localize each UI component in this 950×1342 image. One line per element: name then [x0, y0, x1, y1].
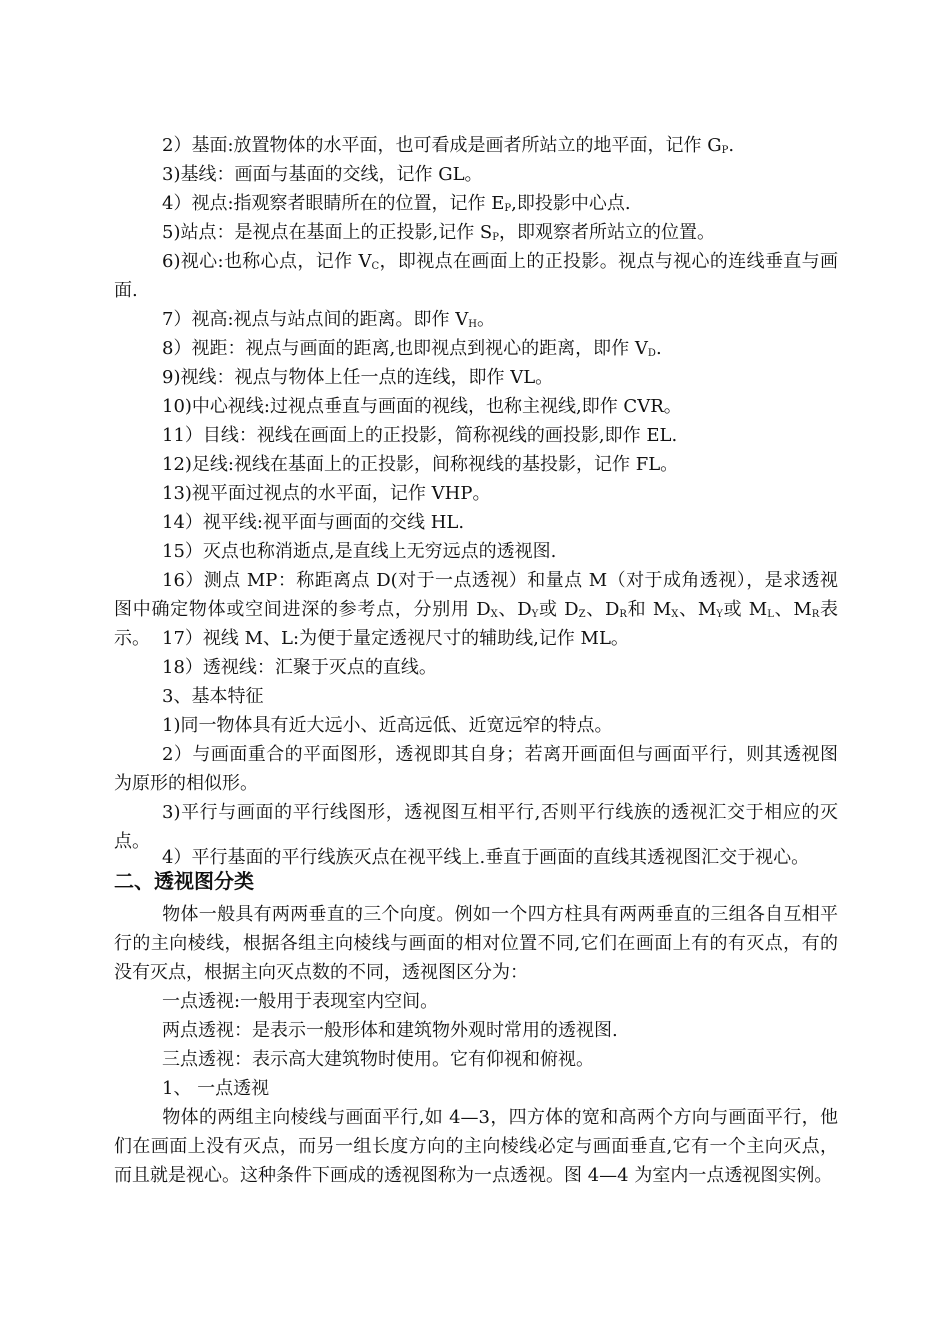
- subsection-title-one-point: 1、 一点透视: [162, 1078, 270, 1099]
- section-title-basic-features: 3、基本特征: [162, 686, 264, 707]
- definition-paragraph: 2）基面:放置物体的水平面，也可看成是画者所站立的地平面，记作 $G_P$.: [162, 135, 735, 156]
- feature-paragraph: 2）与画面重合的平面图形，透视即其自身；若离开画面但与画面平行，则其透视图为原形的相似形。: [114, 744, 838, 794]
- definition-paragraph: 12)足线:视线在基面上的正投影，间称视线的基投影，记作 FL。: [162, 454, 679, 475]
- definition-paragraph-16: 16）测点 MP：称距离点 D(对于一点透视）和量点 M（对于成角透视），是求透视图中确定物体或空间进深的参考点，分别用 $D_X$、$D_Y$或 $D_Z$、$D_R$和 $M_X$、$M_Y$或 $M_L$、$M_R$表示。: [114, 570, 839, 649]
- definition-paragraph: 8）视距：视点与画面的距离,也即视点到视心的距离，即作 $V_D$.: [162, 338, 662, 359]
- feature-paragraph: 4）平行基面的平行线族灭点在视平线上.垂直于画面的直线其透视图汇交于视心。: [162, 847, 810, 868]
- type-paragraph: 三点透视：表示高大建筑物时使用。它有仰视和俯视。: [162, 1049, 594, 1070]
- definition-paragraph: 9)视线：视点与物体上任一点的连线，即作 VL。: [162, 367, 554, 388]
- definition-paragraph: 10)中心视线:过视点垂直与画面的视线，也称主视线,即作 CVR。: [162, 396, 682, 417]
- type-paragraph: 一点透视:一般用于表现室内空间。: [162, 991, 439, 1012]
- definition-paragraph-17: 17）视线 M、L:为便于量定透视尺寸的辅助线,记作 ML。: [162, 628, 629, 649]
- definition-paragraph: 7）视高:视点与站点间的距离。即作 $V_H$。: [162, 309, 495, 330]
- type-paragraph: 两点透视：是表示一般形体和建筑物外观时常用的透视图.: [162, 1020, 618, 1041]
- definition-paragraph: 11）目线：视线在画面上的正投影，简称视线的画投影,即作 EL.: [162, 425, 678, 446]
- classification-intro-paragraph: 物体一般具有两两垂直的三个向度。例如一个四方柱具有两两垂直的三组各自互相平行的主向棱线，根据各组主向棱线与画面的相对位置不同,它们在画面上有的有灭点，有的没有灭点，根据主向灭点数的不同，透视图区分为：: [114, 904, 838, 983]
- section-heading-classification: 二、透视图分类: [114, 869, 254, 893]
- feature-paragraph: 3)平行与画面的平行线图形，透视图互相平行,否则平行线族的透视汇交于相应的灭点。: [114, 802, 838, 852]
- one-point-paragraph: 物体的两组主向棱线与画面平行,如 4—3，四方体的宽和高两个方向与画面平行，他们在画面上没有灭点，而另一组长度方向的主向棱线必定与画面垂直,它有一个主向灭点，而且就是视心。这种条件下画成的透视图称为一点透视。图 4—4 为室内一点透视图实例。: [114, 1107, 838, 1186]
- definition-paragraph: 3)基线：画面与基面的交线，记作 GL。: [162, 164, 483, 185]
- definition-paragraph: 13)视平面过视点的水平面，记作 VHP。: [162, 483, 491, 504]
- definition-paragraph: 6)视心:也称心点，记作 $V_C$，即视点在画面上的正投影。视点与视心的连线垂直与画面.: [114, 251, 839, 301]
- feature-paragraph: 1)同一物体具有近大远小、近高远低、近宽远窄的特点。: [162, 715, 613, 736]
- definition-paragraph: 14）视平线:视平面与画面的交线 HL.: [162, 512, 465, 533]
- definition-paragraph-18: 18）透视线：汇聚于灭点的直线。: [162, 657, 437, 678]
- definition-paragraph: 5)站点：是视点在基面上的正投影,记作 $S_P$，即观察者所站立的位置。: [162, 222, 715, 243]
- definition-paragraph: 4）视点:指观察者眼睛所在的位置，记作 $E_P$,即投影中心点.: [162, 193, 631, 214]
- definition-paragraph: 15）灭点也称消逝点,是直线上无穷远点的透视图.: [162, 541, 557, 562]
